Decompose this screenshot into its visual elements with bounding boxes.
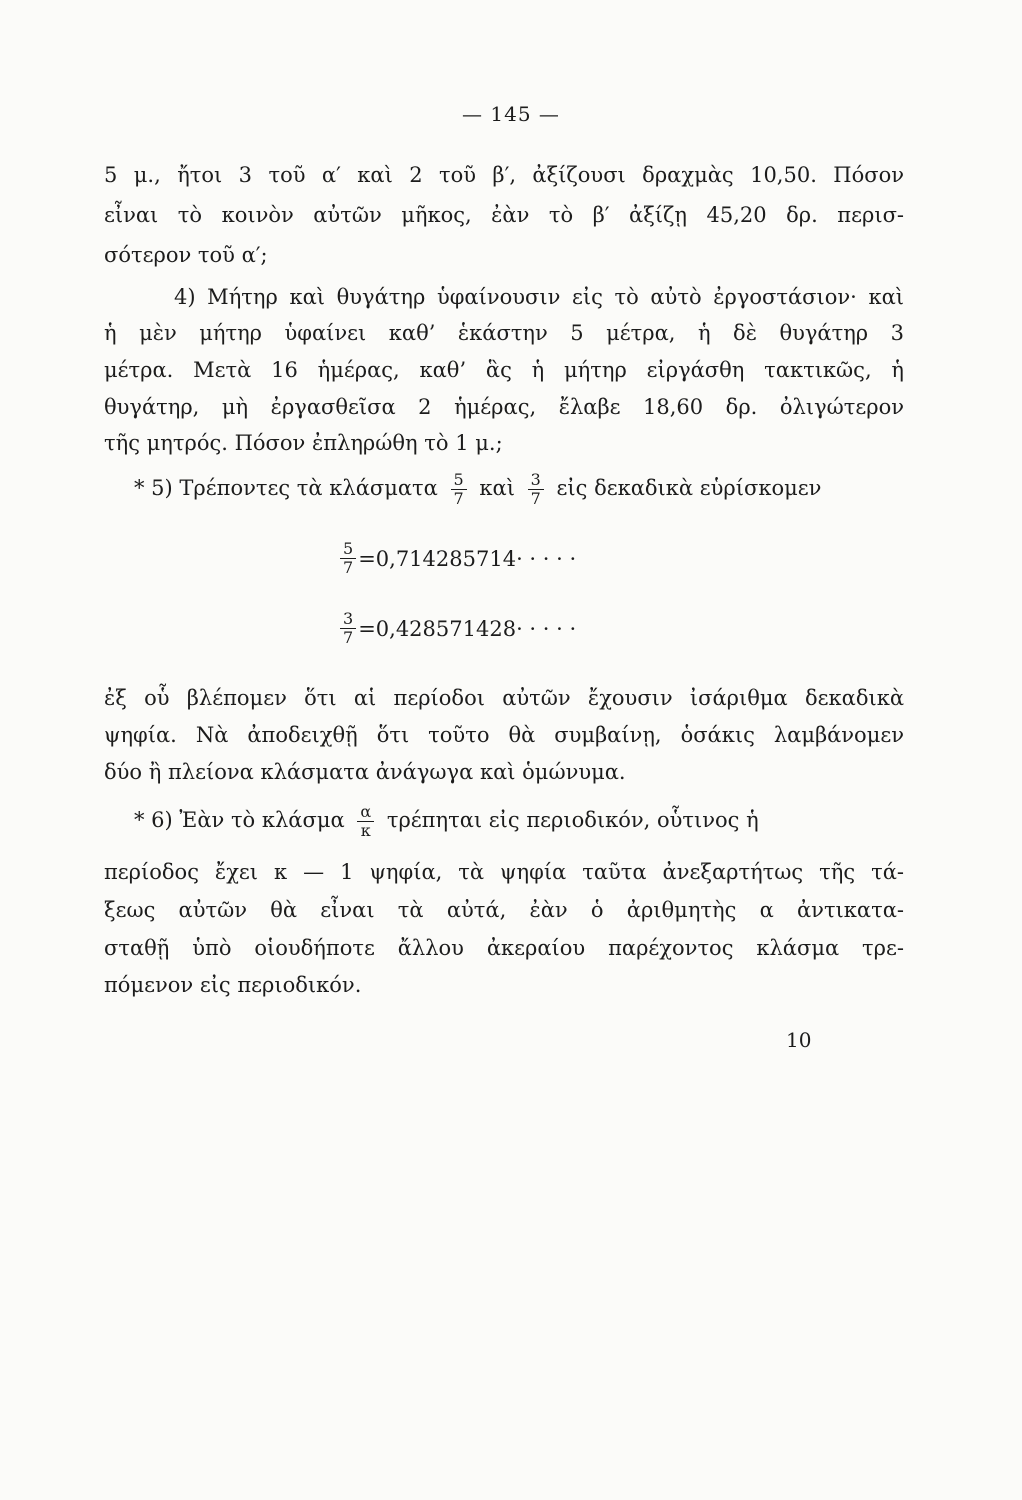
text-line: θυγάτηρ, μὴ ἐργασθεῖσα 2 ἡμέρας, ἔλαβε 18,60 δρ. ὀλιγώτερον [104, 395, 904, 419]
text-line: ἐξ οὗ βλέπομεν ὅτι αἱ περίοδοι αὐτῶν ἔχουσιν ἰσάριθμα δεκαδικὰ [104, 686, 904, 710]
text-line: σταθῇ ὑπὸ οἱουδήποτε ἄλλου ἀκεραίου παρέχοντος κλάσμα τρε- [104, 936, 904, 960]
equation-fraction [340, 610, 356, 647]
text-line: τῆς μητρός. Πόσον ἐπληρώθη τὸ 1 μ.; [104, 431, 503, 455]
fraction-denominator: 7 [343, 558, 354, 577]
fraction-denominator: 7 [453, 489, 464, 508]
conjunction-text: καὶ [479, 476, 515, 500]
exercise-6-intro: * 6) Ἐὰν τὸ κλάσμα [134, 808, 345, 832]
text-line: ἡ μὲν μήτηρ ὑφαίνει καθ’ ἑκάστην 5 μέτρα, ἡ δὲ θυγάτηρ 3 [104, 321, 904, 345]
text-line: 5 μ., ἤτοι 3 τοῦ α′ καὶ 2 τοῦ β′, ἀξίζουσι δραχμὰς 10,50. Πόσον [104, 163, 904, 187]
signature-mark: 10 [786, 1028, 812, 1052]
fraction-denominator: κ [360, 821, 371, 840]
fraction-a-k [357, 803, 374, 840]
fraction-numerator: α [357, 803, 374, 822]
fraction-numerator: 3 [340, 610, 356, 629]
equation-value: =0,428571428· · · · · [358, 616, 577, 641]
equation-fraction [340, 540, 356, 577]
text-line-with-fraction [134, 800, 904, 840]
equation-value: =0,714285714· · · · · [358, 546, 577, 571]
fraction-3-7 [528, 471, 544, 508]
exercise-5-intro: * 5) Τρέποντες τὰ κλάσματα [134, 476, 438, 500]
text-line: ψηφία. Νὰ ἀποδειχθῇ ὅτι τοῦτο θὰ συμβαίνῃ, ὁσάκις λαμβάνομεν [104, 723, 904, 747]
text-line: 4) Μήτηρ καὶ θυγάτηρ ὑφαίνουσιν εἰς τὸ αὐτὸ ἐργοστάσιον· καὶ [174, 285, 904, 309]
equation-3-7 [340, 610, 576, 647]
text-line: εἶναι τὸ κοινὸν αὐτῶν μῆκος, ἐὰν τὸ β′ ἀξίζῃ 45,20 δρ. περισ- [104, 203, 904, 227]
fraction-numerator: 3 [528, 471, 544, 490]
fraction-denominator: 7 [530, 489, 541, 508]
exercise-5-continuation: εἰς δεκαδικὰ εὑρίσκομεν [556, 476, 822, 500]
text-line: σότερον τοῦ α′; [104, 243, 268, 267]
fraction-denominator: 7 [343, 628, 354, 647]
text-line-with-fractions [134, 468, 904, 508]
equation-5-7 [340, 540, 576, 577]
text-line: πόμενον εἰς περιοδικόν. [104, 973, 362, 997]
fraction-numerator: 5 [451, 471, 467, 490]
page-header: — 145 — [462, 102, 560, 126]
text-line: περίοδος ἔχει κ — 1 ψηφία, τὰ ψηφία ταῦτα ἀνεξαρτήτως τῆς τά- [104, 860, 904, 884]
text-line: ξεως αὐτῶν θὰ εἶναι τὰ αὐτά, ἐὰν ὁ ἀριθμητὴς α ἀντικατα- [104, 898, 904, 922]
fraction-5-7 [451, 471, 467, 508]
fraction-numerator: 5 [340, 540, 356, 559]
text-line: μέτρα. Μετὰ 16 ἡμέρας, καθ’ ἃς ἡ μήτηρ εἰργάσθη τακτικῶς, ἡ [104, 358, 904, 382]
exercise-6-continuation: τρέπηται εἰς περιοδικόν, οὗτινος ἡ [386, 808, 759, 832]
text-line: δύο ἢ πλείονα κλάσματα ἀνάγωγα καὶ ὁμώνυμα. [104, 760, 626, 784]
